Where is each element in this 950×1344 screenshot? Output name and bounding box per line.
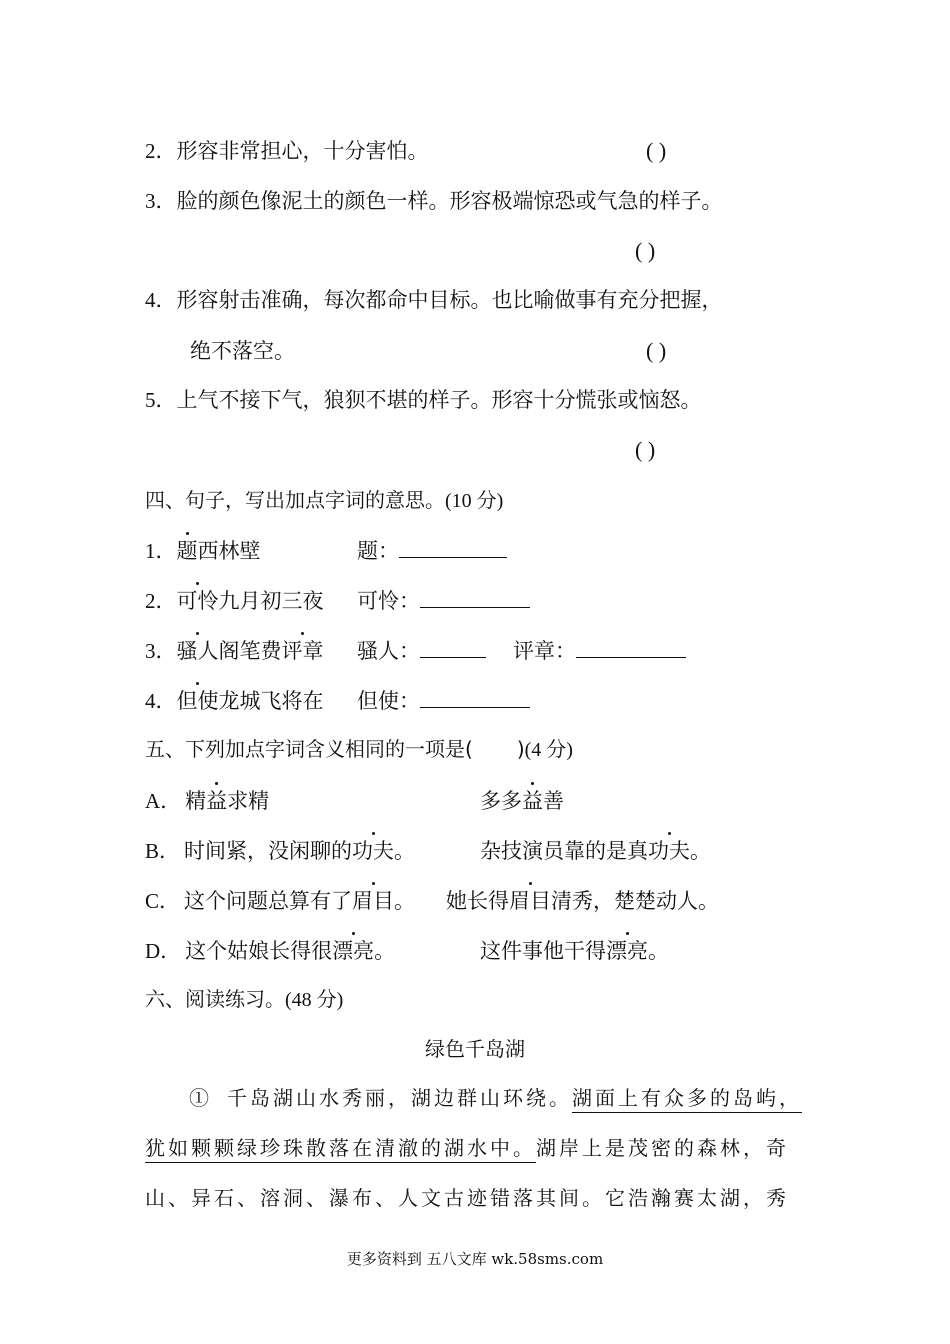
q5-answer-paren[interactable]: ( ) bbox=[635, 437, 656, 462]
q4-answer-paren[interactable]: ( ) bbox=[646, 338, 667, 363]
option-text: 求精 bbox=[227, 789, 270, 813]
section-six-title: 六、阅读练习。 bbox=[145, 987, 285, 1011]
section-five-heading bbox=[145, 735, 573, 764]
dotted-word: 骚人 bbox=[176, 639, 219, 663]
passage-line-1 bbox=[189, 1084, 802, 1112]
dotted-word: 眉目 bbox=[352, 889, 395, 913]
p4-item-1-number: 1． bbox=[145, 539, 177, 563]
option-text: 多多 bbox=[480, 789, 522, 813]
passage-title: 绿色千岛湖 bbox=[425, 1037, 525, 1061]
answer-blank[interactable] bbox=[576, 637, 686, 658]
section-four-score: (10 分) bbox=[445, 490, 504, 512]
option-text: 杂技演员靠的是真 bbox=[480, 839, 648, 863]
q3-number: 3． bbox=[145, 189, 177, 213]
p4-item-2-number: 2． bbox=[145, 589, 177, 613]
q4-text-continued: 绝不落空。 bbox=[190, 339, 295, 363]
dotted-word: 益 bbox=[522, 789, 543, 813]
p4-item-3-label-2: 评章： bbox=[513, 639, 576, 663]
passage-text: 湖岸上是茂密的森林，奇 bbox=[536, 1136, 789, 1160]
option-text: 精 bbox=[185, 789, 207, 813]
option-b-right bbox=[480, 837, 711, 865]
option-text: 清秀，楚楚动人。 bbox=[551, 889, 719, 913]
p4-item-3 bbox=[145, 637, 324, 665]
underlined-sentence: 湖面上有众多的岛屿， bbox=[572, 1086, 802, 1113]
option-a-right bbox=[480, 787, 564, 815]
passage-line-2 bbox=[145, 1134, 789, 1162]
option-b-letter: B． bbox=[145, 839, 181, 863]
q2-number: 2． bbox=[145, 139, 177, 163]
q2-text: 形容非常担心，十分害怕。 bbox=[176, 139, 429, 163]
answer-blank[interactable] bbox=[420, 587, 530, 608]
q4-text: 形容射击准确，每次都命中目标。也比喻做事有充分把握， bbox=[176, 288, 723, 312]
dotted-word: 益 bbox=[206, 789, 228, 813]
option-d-letter: D． bbox=[145, 939, 182, 963]
q5-line bbox=[145, 386, 702, 414]
p4-item-3-label: 骚人： bbox=[357, 639, 420, 663]
p4-item-3-answer bbox=[357, 637, 486, 665]
option-c-letter: C． bbox=[145, 889, 181, 913]
dotted-word: 漂亮 bbox=[606, 939, 648, 963]
section-four-title: 四、句子，写出加点字词的意思。 bbox=[145, 488, 445, 512]
p4-item-3-number: 3． bbox=[145, 639, 177, 663]
option-text: 这个姑娘长得很 bbox=[185, 939, 333, 963]
dotted-word: 眉目 bbox=[509, 889, 551, 913]
p4-item-2-label: 可怜： bbox=[357, 589, 420, 613]
q4-line bbox=[145, 286, 723, 314]
q5-number: 5． bbox=[145, 388, 177, 412]
dotted-word: 功夫 bbox=[352, 839, 395, 863]
option-text: 。 bbox=[648, 939, 669, 963]
section-five-score: (4 分) bbox=[524, 739, 573, 761]
option-c-left[interactable] bbox=[145, 887, 415, 915]
p4-item-2-answer bbox=[357, 587, 530, 615]
p4-item-2-text: 九月初三夜 bbox=[218, 589, 324, 613]
q3-text: 脸的颜色像泥土的颜色一样。形容极端惊恐或气急的样子。 bbox=[176, 189, 723, 213]
p4-item-3-answer-2 bbox=[513, 637, 686, 665]
option-text: 这个问题总算有了 bbox=[184, 889, 353, 913]
q2-line bbox=[145, 137, 429, 165]
p4-item-4-number: 4． bbox=[145, 689, 177, 713]
section-six-score: (48 分) bbox=[285, 989, 344, 1011]
passage-line-3: 山、异石、溶洞、瀑布、人文古迹错落其间。它浩瀚赛太湖，秀 bbox=[145, 1186, 789, 1210]
p4-item-1-answer bbox=[357, 537, 507, 565]
option-text: 。 bbox=[374, 939, 396, 963]
option-text: 时间紧，没闲聊的 bbox=[184, 839, 353, 863]
answer-blank[interactable] bbox=[420, 637, 486, 658]
p4-item-4-text: 龙城飞将在 bbox=[218, 689, 324, 713]
option-c-right bbox=[446, 887, 719, 915]
q3-answer-paren[interactable]: ( ) bbox=[635, 238, 656, 263]
dotted-word: 但使 bbox=[176, 689, 219, 713]
p4-item-4-answer bbox=[357, 687, 530, 715]
footer-watermark: 更多资料到 五八文库 wk.58sms.com bbox=[346, 1250, 604, 1268]
p4-item-2 bbox=[145, 587, 324, 615]
section-five-title: 五、下列加点字词含义相同的一项是( bbox=[145, 737, 473, 761]
option-text: 。 bbox=[690, 839, 711, 863]
option-text: 善 bbox=[543, 789, 564, 813]
section-five-paren-end: ) bbox=[516, 737, 525, 761]
p4-item-1-label: 题： bbox=[357, 539, 399, 563]
dotted-word: 漂亮 bbox=[332, 939, 375, 963]
q2-answer-paren[interactable]: ( ) bbox=[646, 138, 667, 163]
q5-text: 上气不接下气，狼狈不堪的样子。形容十分慌张或恼怒。 bbox=[176, 388, 702, 412]
option-text: 这件事他干得 bbox=[480, 939, 606, 963]
option-text: 她长得 bbox=[446, 889, 509, 913]
p4-item-4 bbox=[145, 687, 324, 715]
option-b-left[interactable] bbox=[145, 837, 415, 865]
section-six-heading bbox=[145, 985, 343, 1014]
option-a-left[interactable] bbox=[145, 787, 269, 815]
p4-item-4-label: 但使： bbox=[357, 689, 420, 713]
dotted-word: 功夫 bbox=[648, 839, 690, 863]
answer-blank[interactable] bbox=[399, 537, 507, 558]
option-d-left[interactable] bbox=[145, 937, 395, 965]
dotted-word: 可怜 bbox=[176, 589, 219, 613]
passage-text: ① 千岛湖山水秀丽，湖边群山环绕。 bbox=[189, 1086, 573, 1110]
section-four-heading bbox=[145, 486, 503, 515]
p4-item-3-text: 阁笔费 bbox=[218, 639, 282, 663]
underlined-sentence: 犹如颗颗绿珍珠散落在清澈的湖水中。 bbox=[145, 1136, 536, 1163]
answer-blank[interactable] bbox=[420, 687, 530, 708]
q3-line bbox=[145, 187, 723, 215]
option-a-letter: A． bbox=[145, 789, 182, 813]
q4-number: 4． bbox=[145, 288, 177, 312]
option-text: 。 bbox=[394, 839, 416, 863]
option-text: 。 bbox=[394, 889, 416, 913]
option-d-right bbox=[480, 937, 669, 965]
dotted-word: 评章 bbox=[281, 639, 324, 663]
dotted-word: 题 bbox=[176, 539, 198, 563]
p4-item-1 bbox=[145, 537, 261, 565]
p4-item-1-text: 西林壁 bbox=[197, 539, 261, 563]
